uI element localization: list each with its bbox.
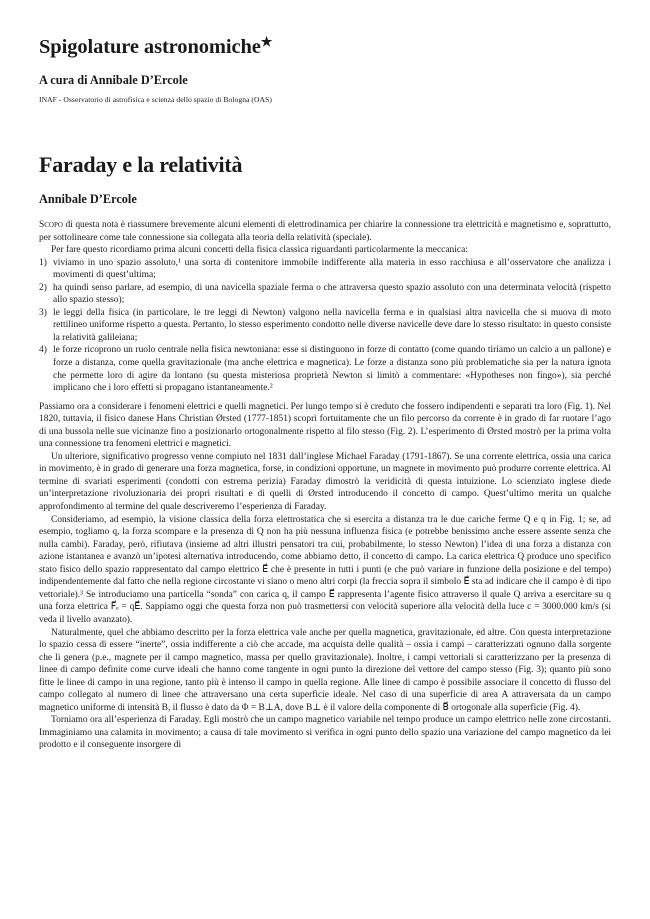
list-text: le forze ricoprono un ruolo centrale nella fisica newtoniana: esse si distinguono in forze di contatto (come quando tiriamo un calcio a un pallone) e forze a distanza, come quella gravitazionale (ma anche elettrica e magnetica). Le forze a distanza sono più problematiche sia per la natura ignota che permette loro di agire da lontano (su questa misteriosa proprietà Newton si limitò a commentare: «Hypotheses non fingo»), sia perché implicano che i loro effetti si propagano istantaneamente.² (53, 345, 611, 394)
body-paragraph: Consideriamo, ad esempio, la visione classica della forza elettrostatica che si esercita a distanza tra le due cariche ferme Q e q in Fig. 1; se, ad esempio, togliamo q, la forza scompare e la presenza di Q non ha più nessuna influenza fisica (e potrebbe benissimo anche essere assente senza che nulla cambi). Faraday, però, rifiutava (insieme ad altri illustri pensatori tra cui, probabilmente, lo stesso Newton) l’idea di una forza a distanza con azione istantanea e avanzò un’ipotesi alternativa introducendo, come abbiamo detto, il concetto di campo. La carica elettrica Q produce uno specifico stato fisico dello spazio rappresentato dal campo elettrico E⃗ che è presente in tutti i punti (e che può variare in funzione della posizione e del tempo) indipendentemente dal fatto che nella regione circostante vi siano o meno altri corpi (la freccia sopra il simbolo E⃗ sta ad indicare che il campo è di tipo vettoriale).³ Se introduciamo una particella “sonda” con carica q, il campo E⃗ rappresenta l’agente fisico attraverso il quale Q arriva a esercitare su q una forza elettrica F⃗ₑ = qE⃗. Sappiamo oggi che questa forza non può trasmettersi con velocità superiore alla velocità della luce c = 3000.000 km/s (si veda il livello avanzato). (39, 514, 611, 625)
section-title-text: Spigolature astronomiche (39, 36, 261, 58)
list-item (39, 344, 611, 394)
numbered-list (39, 257, 611, 395)
list-text: le leggi della fisica (in particolare, le tre leggi di Newton) valgono nella navicella ferma e in qualsiasi altra navicella che si muova di moto rettilineo uniforme rispetto a questa. Pertanto, lo stesso esperimento condotto nelle diverse navicelle deve dare lo stesso risultato: in questo consiste la relatività galileiana; (53, 307, 611, 343)
intro-text: di questa nota è riassumere brevemente alcuni elementi di elettrodinamica per chiarire la connessione tra elettricità e magnetismo e, soprattutto, per sottolineare come tale connessione sia collegata alla teoria della relatività (speciale). (39, 220, 611, 243)
list-number: 4) (39, 345, 47, 356)
article-title: Faraday e la relatività (39, 152, 243, 177)
body-paragraph: Un ulteriore, significativo progresso venne compiuto nel 1831 dall’inglese Michael Faraday (1791-1867). Se una corrente elettrica, ossia una carica in movimento, è in grado di generare una forza magnetica, forse, in condizioni opportune, un magnete in movimento può produrre corrente elettrica. Al termine di svariati esperimenti (condotti con estrema perizia) Faraday dimostrò la veridicità di questa intuizione. Lo scienziato inglese diede un’interpretazione rivoluzionaria dei propri risultati e di quelli di Ørsted introducendo il concetto di campo. Quest’ultimo merita un qualche approfondimento al termine del quale descriveremo l’esperienza di Faraday. (39, 451, 611, 513)
footnote-star: ★ (260, 34, 273, 49)
article-author: Annibale D’Ercole (39, 192, 137, 206)
list-item (39, 307, 611, 345)
list-item (39, 282, 611, 307)
list-text: ha quindi senso parlare, ad esempio, di una navicella spaziale ferma o che attraversa questo spazio assoluto con una determinata velocità (rispetto allo spazio stesso); (53, 282, 611, 306)
section-title (39, 34, 272, 59)
affiliation: INAF - Osservatorio di astrofisica e scienza dello spazio di Bologna (OAS) (39, 95, 272, 104)
body-paragraph: Naturalmente, quel che abbiamo descritto per la forza elettrica vale anche per quella magnetica, gravitazionale, ed altre. Con questa interpretazione lo spazio cessa di essere “inerte”, ossia indifferente a ciò che accade, ma acquista delle qualità – ossia i campi – caratterizzati ognuno dalla sorgente che li genera (p.e., magnete per il campo magnetico, massa per quello gravitazionale). Inoltre, i campi vettoriali si caratterizzano per la presenza di linee di campo definite come curve ideali che hanno come tangente in ogni punto la direzione del vettore del campo stesso (Fig. 3); quanto più sono fitte le linee di campo in una regione, tanto più è intenso il campo in quella regione. Alle linee di campo è possibile associare il concetto di flusso del campo collegato al numero di linee che attraversano una certa superficie ideale. Nel caso di una superficie di area A attraversata da un campo magnetico uniforme di intensità B, il flusso è dato da Φ = B⊥A, dove B⊥ è il valore della componente di B⃗ ortogonale alla superficie (Fig. 4). (39, 627, 611, 713)
intro-paragraph (39, 219, 611, 244)
list-text: viviamo in uno spazio assoluto,¹ una sorta di contenitore immobile indifferente alla materia in esso racchiusa e all’osservatore che analizza i movimenti di quest’ultima; (53, 257, 611, 281)
list-number: 2) (39, 282, 47, 293)
intro-smallcaps: Scopo (39, 220, 63, 230)
article-body (39, 219, 611, 752)
body-paragraph: Torniamo ora all’esperienza di Faraday. Egli mostrò che un campo magnetico variabile nel tempo produce un campo elettrico nelle zone circostanti. Immaginiamo una calamita in movimento; a causa di tale movimento si verifica in ogni punto dello spazio una variazione del campo magnetico da lei prodotto e il conseguente insorgere di (39, 715, 611, 751)
editor-line: A cura di Annibale D’Ercole (39, 73, 188, 87)
body-paragraph: Passiamo ora a considerare i fenomeni elettrici e quelli magnetici. Per lungo tempo si è creduto che fossero indipendenti e separati tra loro (Fig. 1). Nel 1820, tuttavia, il fisico danese Hans Christian Ørsted (1777-1851) scoprì fortuitamente che un filo percorso da corrente è in grado di far ruotare l’ago di una bussola nelle sue vicinanze fino a posizionarlo ortogonalmente rispetto al filo stesso (Fig. 2). L’esperimento di Ørsted mostrò per la prima volta una connessione tra fenomeni elettrici e magnetici. (39, 401, 611, 450)
lead-paragraph: Per fare questo ricordiamo prima alcuni concetti della fisica classica riguardanti particolarmente la meccanica: (51, 245, 468, 256)
list-number: 1) (39, 257, 47, 268)
list-number: 3) (39, 307, 47, 318)
list-item (39, 257, 611, 282)
